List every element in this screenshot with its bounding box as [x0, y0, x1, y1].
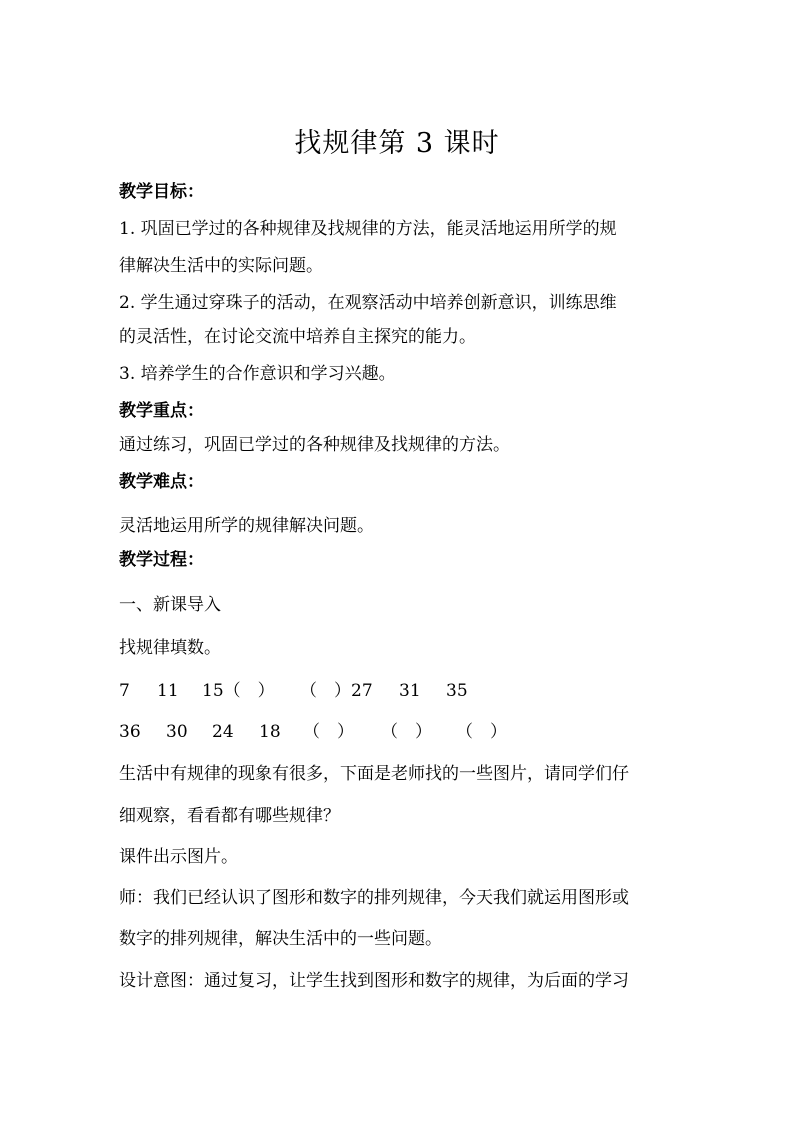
seq1-item: 15（ ） — [202, 681, 275, 701]
goal-line-3: 2. 学生通过穿珠子的活动，在观察活动中培养创新意识，训练思维 — [119, 293, 617, 313]
process-heading: 教学过程： — [119, 550, 204, 570]
design-intent-line: 设计意图：通过复习，让学生找到图形和数字的规律，为后面的学习 — [119, 971, 629, 991]
document-title: 找规律第 3 课时 — [294, 128, 500, 159]
key-points-heading: 教学重点： — [119, 401, 204, 421]
seq2-item: （ ） — [381, 722, 432, 742]
seq1-item: （ ）27 — [300, 681, 373, 701]
goal-line-4: 的灵活性，在讨论交流中培养自主探究的能力。 — [119, 327, 476, 347]
seq2-item: 30 — [166, 722, 188, 742]
teacher-line: 师：我们已经认识了图形和数字的排列规律，今天我们就运用图形或 — [119, 888, 629, 908]
seq1-item: 11 — [157, 681, 179, 701]
seq2-item: 18 — [259, 722, 281, 742]
seq2-item: 24 — [212, 722, 234, 742]
seq1-item: 7 — [119, 681, 130, 701]
paragraph-line: 生活中有规律的现象有很多，下面是老师找的一些图片，请同学们仔 — [119, 764, 629, 784]
key-points-text: 通过练习，巩固已学过的各种规律及找规律的方法。 — [119, 435, 510, 455]
seq2-item: 36 — [119, 722, 141, 742]
task-fill-numbers: 找规律填数。 — [119, 638, 221, 658]
goal-line-1: 1. 巩固已学过的各种规律及找规律的方法，能灵活地运用所学的规 — [119, 219, 617, 239]
goals-heading: 教学目标： — [119, 182, 204, 202]
goal-line-5: 3. 培养学生的合作意识和学习兴趣。 — [119, 364, 396, 384]
seq1-item: 35 — [446, 681, 468, 701]
seq2-item: （ ） — [456, 722, 507, 742]
goal-line-2: 律解决生活中的实际问题。 — [119, 256, 323, 276]
courseware-note: 课件出示图片。 — [119, 847, 238, 867]
paragraph-line: 细观察，看看都有哪些规律？ — [119, 806, 340, 826]
difficulties-heading: 教学难点： — [119, 472, 204, 492]
teacher-line: 数字的排列规律，解决生活中的一些问题。 — [119, 929, 442, 949]
difficulties-text: 灵活地运用所学的规律解决问题。 — [119, 516, 374, 536]
seq2-item: （ ） — [303, 722, 354, 742]
section-new-lesson: 一、新课导入 — [119, 595, 221, 615]
seq1-item: 31 — [399, 681, 421, 701]
